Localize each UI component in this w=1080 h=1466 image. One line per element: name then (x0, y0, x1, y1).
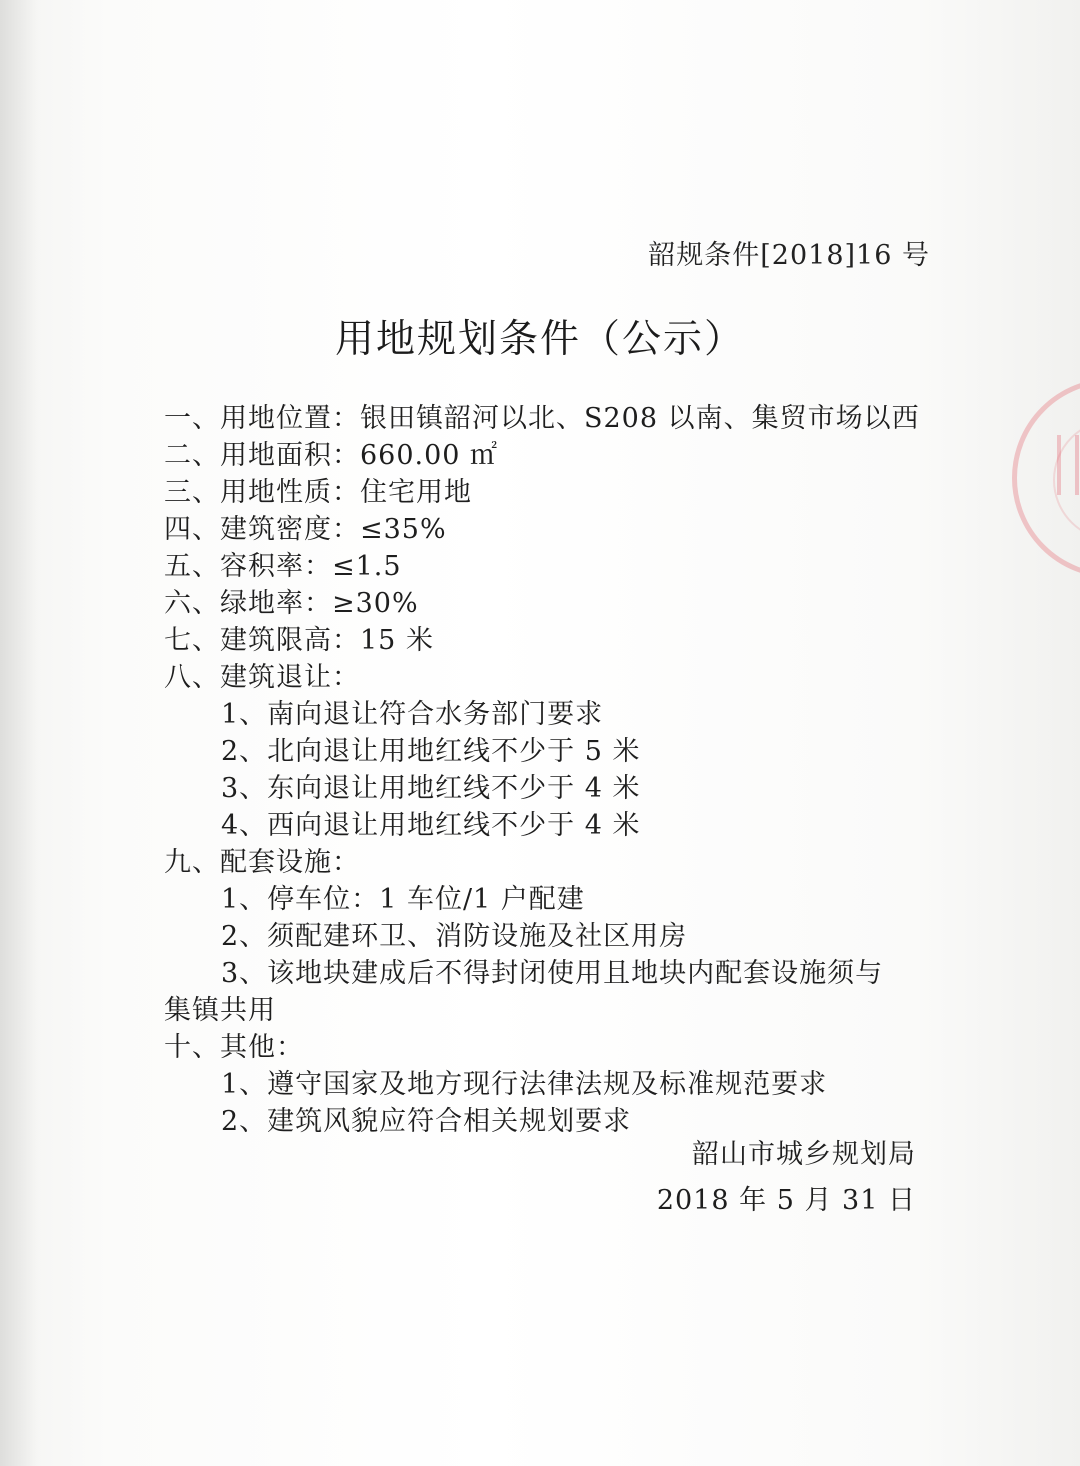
item-facilities-heading: 九、配套设施： (164, 847, 360, 878)
signature-block (657, 1132, 916, 1224)
setback-east: 3、东向退让用地红线不少于 4 米 (221, 773, 641, 804)
other-regulations: 1、遵守国家及地方现行法律法规及标准规范要求 (221, 1069, 828, 1100)
official-seal (1012, 378, 1080, 578)
facility-shared-use-continued: 集镇共用 (164, 995, 276, 1026)
facility-shared-use: 3、该地块建成后不得封闭使用且地块内配套设施须与 (221, 958, 884, 989)
item-land-use: 三、用地性质：住宅用地 (164, 477, 472, 508)
document-body (164, 400, 944, 1140)
setback-north: 2、北向退让用地红线不少于 5 米 (221, 736, 641, 767)
facility-parking: 1、停车位：1 车位/1 户配建 (221, 884, 585, 915)
item-height-limit: 七、建筑限高：15 米 (164, 625, 434, 656)
item-setback-heading: 八、建筑退让： (164, 662, 360, 693)
item-plot-ratio: 五、容积率：≤1.5 (164, 551, 402, 582)
setback-south: 1、南向退让符合水务部门要求 (221, 699, 604, 730)
setback-west: 4、西向退让用地红线不少于 4 米 (221, 810, 641, 841)
document-number: 韶规条件[2018]16 号 (648, 240, 930, 271)
item-other-heading: 十、其他： (164, 1032, 304, 1063)
issue-date: 2018 年 5 月 31 日 (656, 1185, 916, 1216)
facility-sanitation: 2、须配建环卫、消防设施及社区用房 (221, 921, 688, 952)
item-building-density: 四、建筑密度：≤35% (164, 514, 447, 545)
item-area: 二、用地面积：660.00 ㎡ (164, 440, 499, 471)
document-title: 用地规划条件（公示） (334, 317, 745, 362)
item-green-ratio: 六、绿地率：≥30% (164, 588, 419, 619)
seal-mark (1057, 435, 1079, 495)
item-location: 一、用地位置：银田镇韶河以北、S208 以南、集贸市场以西 (164, 403, 920, 434)
page-shadow (0, 0, 38, 1466)
other-architectural-style: 2、建筑风貌应符合相关规划要求 (221, 1106, 632, 1137)
issuer-name: 韶山市城乡规划局 (692, 1139, 916, 1170)
